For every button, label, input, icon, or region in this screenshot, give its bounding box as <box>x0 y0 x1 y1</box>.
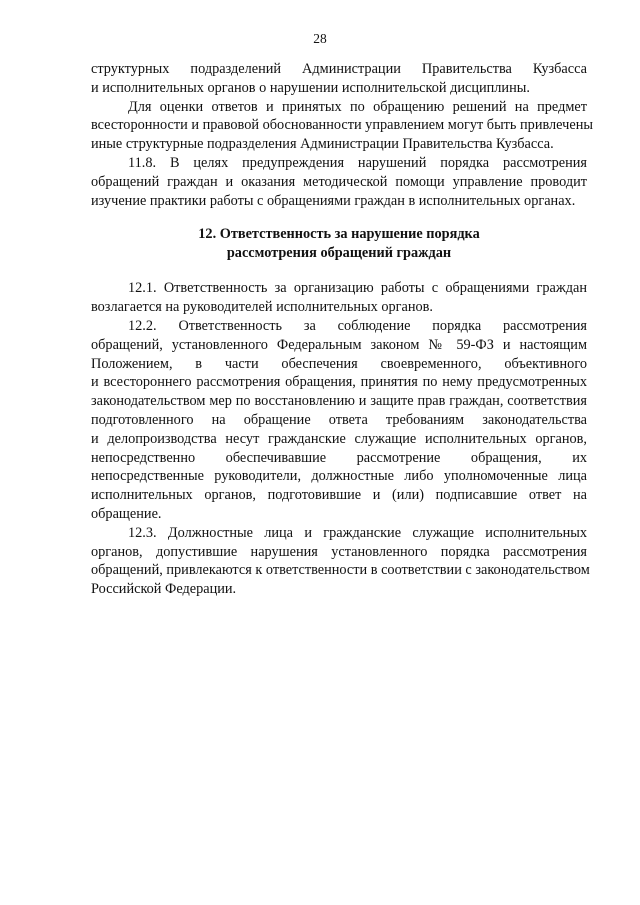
paragraph-12-2 <box>91 317 587 524</box>
text-line: структурных подразделений Администрации Правительства Кузбасса <box>91 61 587 77</box>
text-line: законодательством мер по восстановлению и защите прав граждан, соответствия <box>91 393 587 410</box>
text-line: 12.3. Должностные лица и гражданские служащие исполнительных <box>128 524 587 541</box>
text-line: непосредственно обеспечивавшие рассмотрение обращения, их <box>91 449 587 466</box>
text-line: изучение практики работы с обращениями граждан в исполнительных органах. <box>91 192 576 209</box>
text-line: и исполнительных органов о нарушении исполнительской дисциплины. <box>91 79 530 96</box>
paragraph-12-3 <box>91 524 590 599</box>
section-heading <box>91 225 587 263</box>
text-line: органов, допустившие нарушения установленного порядка рассмотрения <box>91 543 587 560</box>
text-line: подготовленного на обращение ответа требованиям законодательства <box>91 411 587 428</box>
page-number: 28 <box>313 31 327 46</box>
section-heading-line-2: рассмотрения обращений граждан <box>226 245 452 262</box>
document-body <box>91 60 593 599</box>
text-line: и делопроизводства несут гражданские служащие исполнительных органов, <box>91 430 587 447</box>
text-line: Для оценки ответов и принятых по обращению решений на предмет <box>128 98 587 115</box>
paragraph-evaluation <box>91 98 593 154</box>
text-line: непосредственные руководители, должностные либо уполномоченные лица <box>91 468 587 485</box>
paragraph-intro-continuation <box>91 60 587 98</box>
text-line: обращений граждан и оказания методической помощи управление проводит <box>91 173 587 190</box>
text-line: 12.1. Ответственность за организацию работы с обращениями граждан <box>128 280 587 297</box>
text-line: обращений, установленного Федеральным законом № 59-ФЗ и настоящим <box>91 336 587 353</box>
text-line: Положением, в части обеспечения своевременного, объективного <box>91 355 587 372</box>
text-line: 12.2. Ответственность за соблюдение порядка рассмотрения <box>128 317 587 334</box>
paragraph-12-1 <box>91 279 587 317</box>
text-line: возлагается на руководителей исполнительных органов. <box>91 299 433 316</box>
paragraph-11-8 <box>91 154 587 210</box>
section-heading-line-1: 12. Ответственность за нарушение порядка <box>198 226 480 243</box>
text-line: обращение. <box>91 505 162 522</box>
text-line: исполнительных органов, подготовившие и (или) подписавшие ответ на <box>91 487 587 504</box>
text-line: всесторонности и правовой обоснованности управлением могут быть привлечены <box>91 117 593 134</box>
text-line: иные структурные подразделения Администрации Правительства Кузбасса. <box>91 136 554 153</box>
text-line: обращений, привлекаются к ответственности в соответствии с законодательством <box>91 562 590 579</box>
text-line: 11.8. В целях предупреждения нарушений порядка рассмотрения <box>128 154 587 171</box>
text-line: Российской Федерации. <box>91 581 237 598</box>
text-line: и всестороннего рассмотрения обращения, принятия по нему предусмотренных <box>91 374 587 391</box>
